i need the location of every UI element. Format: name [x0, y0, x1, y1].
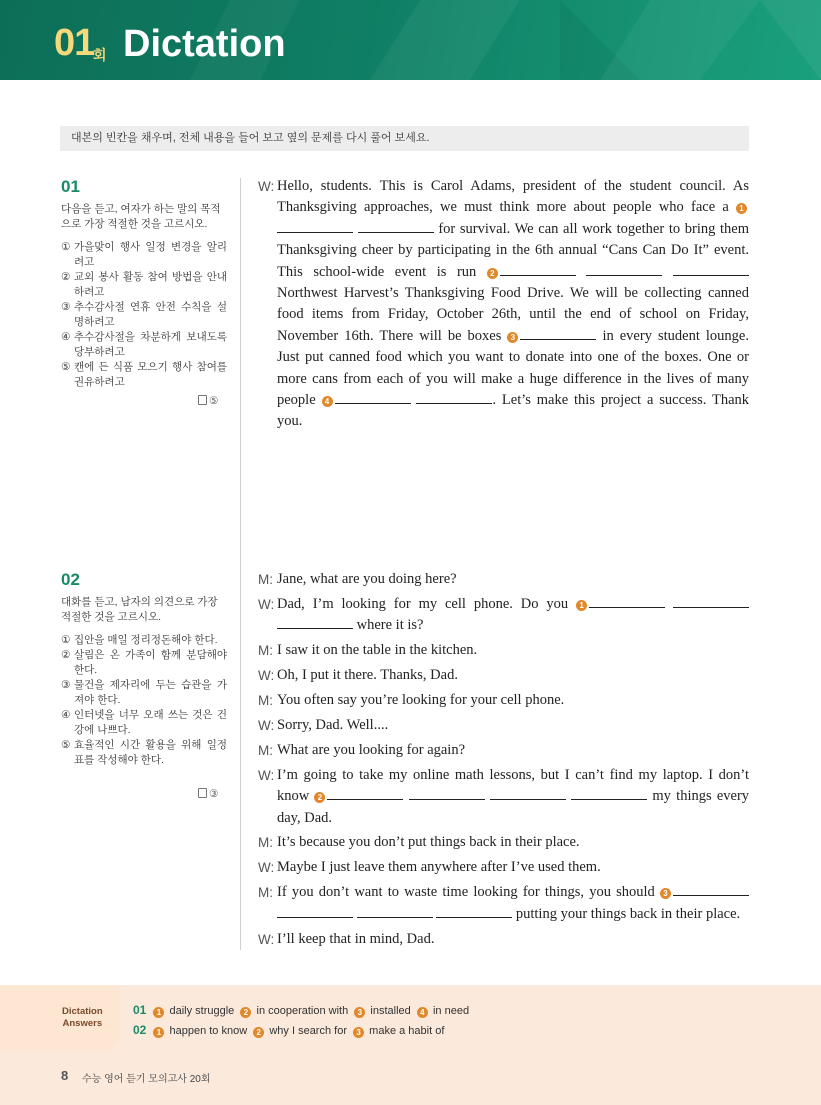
option-item: ① 가을맞이 행사 일정 변경을 알리려고 [61, 241, 227, 268]
blank-field[interactable] [277, 616, 353, 629]
blank-field[interactable] [520, 327, 596, 340]
option-item: ⑤ 효율적인 시간 활용을 위해 일정표를 작성해야 한다. [61, 739, 227, 766]
blank-field[interactable] [327, 787, 403, 800]
blank-field[interactable] [673, 263, 749, 276]
script-line: W: Oh, I put it there. Thanks, Dad. [258, 667, 458, 684]
question-2-prompt: 대화를 듣고, 남자의 의견으로 가장 적절한 것을 고르시오. [61, 596, 218, 623]
blank-marker-2: 2 [487, 268, 498, 279]
blank-field[interactable] [500, 263, 576, 276]
script-2 [258, 569, 749, 950]
script-line: M: It’s because you don’t put things back in their place. [258, 834, 580, 851]
column-divider [240, 178, 241, 950]
blank-field[interactable] [490, 787, 566, 800]
question-2-number: 02 [61, 570, 80, 589]
blank-marker-2: 2 [314, 792, 325, 803]
question-2-options [61, 633, 227, 768]
answers-label: Dictation Answers [62, 1006, 103, 1029]
script-line: W: Hello, students. This is Carol Adams, president of the student council. As Thanksgiving approaches, we must think more about people who face a 1 for survival. We can all work together to bring them Thanksgiving cheer by participating in the 6th annual “Cans Can Do It” event. This school-wide event is run 2 Northwest Harvest’s Thanksgiving Food Drive. We will be collecting canned food items from Friday, October 26th, until the end of school on Friday, November 16th. There will be boxes 3 in every student lounge. Just put canned food which you want to donate into one of the boxes. One or more cans from each of you will make a huge difference in the lives of many people 4 . Let’s make this project a success. Thank you. [258, 176, 749, 433]
option-item: ② 살림은 온 가족이 함께 분담해야 한다. [61, 649, 227, 676]
blank-field[interactable] [335, 391, 411, 404]
question-2-answer: ③ [198, 788, 218, 800]
blank-marker-3: 3 [660, 888, 671, 899]
script-line: W: I’m going to take my online math lessons, but I can’t find my laptop. I don’t know 2 my things every day, Dad. [258, 766, 750, 826]
question-1-prompt: 다음을 듣고, 여자가 하는 말의 목적으로 가장 적절한 것을 고르시오. [61, 203, 221, 230]
blank-field[interactable] [586, 263, 662, 276]
blank-field[interactable] [277, 220, 353, 233]
option-item: ⑤ 캔에 든 식품 모으기 행사 참여를 권유하려고 [61, 361, 227, 388]
script-line: W: I’ll keep that in mind, Dad. [258, 930, 435, 947]
blank-field[interactable] [416, 391, 492, 404]
script-line: W: Dad, I’m looking for my cell phone. Do you 1 where it is? [258, 594, 749, 637]
instruction-bar: 대본의 빈칸을 채우며, 전체 내용을 들어 보고 옆의 문제를 다시 풀어 보세요. [60, 126, 749, 151]
lesson-number: 01 [54, 22, 95, 64]
option-item: ① 집안을 매일 정리정돈해야 한다. [61, 634, 218, 646]
script-line: M: Jane, what are you doing here? [258, 571, 457, 587]
blank-field[interactable] [571, 787, 647, 800]
speaker-label: W: [258, 179, 275, 194]
option-item: ③ 물건을 제자리에 두는 습관을 가져야 한다. [61, 679, 227, 706]
blank-field[interactable] [277, 905, 353, 918]
blank-marker-1: 1 [576, 600, 587, 611]
script-1 [258, 176, 749, 433]
lesson-suffix: 회 [93, 47, 107, 63]
blank-marker-3: 3 [507, 332, 518, 343]
option-item: ④ 추수감사절을 차분하게 보내도록 당부하려고 [61, 331, 227, 358]
script-line: M: I saw it on the table in the kitchen. [258, 642, 478, 659]
question-1-number: 01 [61, 177, 80, 196]
blank-field[interactable] [358, 220, 434, 233]
script-line: M: What are you looking for again? [258, 741, 466, 758]
blank-marker-4: 4 [322, 396, 333, 407]
page-title: Dictation [123, 23, 286, 65]
question-1-options [61, 240, 227, 390]
blank-field[interactable] [673, 883, 749, 896]
script-line: M: If you don’t want to waste time looking for things, you should 3 putting your things back in their place. [258, 882, 749, 925]
script-line: W: Maybe I just leave them anywhere after I’ve used them. [258, 859, 601, 876]
book-icon [198, 395, 207, 405]
header-banner [0, 0, 821, 80]
option-item: ③ 추수감사절 연휴 안전 수칙을 설명하려고 [61, 301, 227, 328]
blank-field[interactable] [589, 595, 665, 608]
book-icon [198, 788, 207, 798]
question-1-answer: ⑤ [198, 395, 218, 407]
answer-row-2: 02 1 happen to know 2 why I search for 3 make a habit of [133, 1023, 445, 1037]
blank-field[interactable] [409, 787, 485, 800]
blank-marker-1: 1 [736, 203, 747, 214]
blank-field[interactable] [673, 595, 749, 608]
option-item: ④ 인터넷을 너무 오래 쓰는 것은 건강에 나쁘다. [61, 709, 227, 736]
answer-row-1: 01 1 daily struggle 2 in cooperation with 3 installed 4 in need [133, 1003, 470, 1017]
script-line: W: Sorry, Dad. Well.... [258, 716, 389, 733]
blank-field[interactable] [357, 905, 433, 918]
blank-field[interactable] [436, 905, 512, 918]
option-item: ② 교외 봉사 활동 참여 방법을 안내하려고 [61, 271, 227, 298]
page-number: 8 [61, 1068, 69, 1083]
script-line: M: You often say you’re looking for your cell phone. [258, 692, 565, 709]
book-title: 수능 영어 듣기 모의고사 20회 [82, 1074, 211, 1085]
